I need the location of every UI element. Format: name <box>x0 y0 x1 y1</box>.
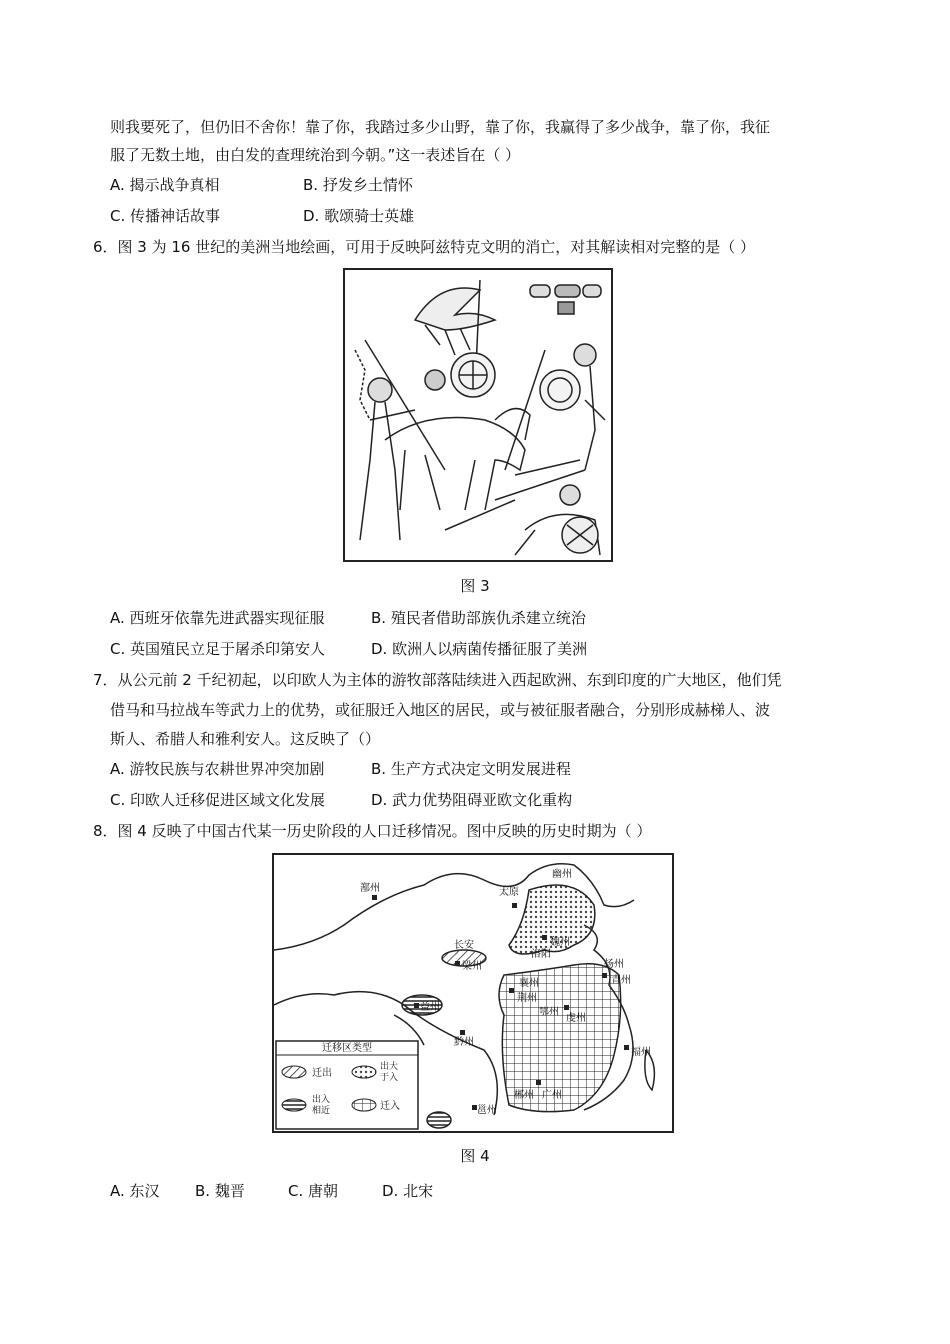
legend-balanced-2: 相近 <box>312 1106 331 1116</box>
q5-stem-line-2: 服了无数土地，由白发的查理统治到今朝。”这一表述旨在（ ） <box>110 146 521 164</box>
map-label-qianzhou: 黔州 <box>454 1037 474 1048</box>
q8-option-a[interactable]: A. 东汉 <box>110 1182 160 1200</box>
map-label-ezhou: 鄂州 <box>539 1007 559 1018</box>
legend-out-gt-in-2: 于入 <box>380 1073 399 1083</box>
q7-stem-line-2: 借马和马拉战车等武力上的优势，或征服迁入地区的居民，或与被征服者融合，分别形成赫梯人、波 <box>110 701 771 719</box>
map-label-weizhou: 魏州 <box>550 937 570 948</box>
map-label-lingzhou: 鄯州 <box>360 883 380 894</box>
map-label-taiyuan: 太原 <box>499 887 519 898</box>
map-label-guangzhou: 广州 <box>542 1090 562 1101</box>
q8-option-c[interactable]: C. 唐朝 <box>288 1182 339 1200</box>
figure-4-caption: 图 4 <box>460 1147 490 1165</box>
map-label-jingzhou: 荆州 <box>517 993 537 1004</box>
map-label-qianzhou2: 虔州 <box>566 1013 586 1024</box>
q8-option-b[interactable]: B. 魏晋 <box>195 1182 245 1200</box>
map-label-fuzhou: 福州 <box>631 1047 651 1058</box>
figure-4-migration-map <box>272 853 674 1133</box>
q5-option-c[interactable]: C. 传播神话故事 <box>110 207 221 225</box>
q5-stem-line-1: 则我要死了，但仍旧不舍你！靠了你，我踏过多少山野，靠了你，我赢得了多少战争，靠了你，我征 <box>110 118 771 136</box>
q7-option-b[interactable]: B. 生产方式决定文明发展进程 <box>371 760 571 778</box>
map-label-yongzhou: 邕州 <box>477 1105 497 1116</box>
map-label-liangzhou: 梁州 <box>462 961 482 972</box>
q6-stem: 6．图 3 为 16 世纪的美洲当地绘画，可用于反映阿兹特克文明的消亡，对其解读相对完整的是（ ） <box>93 238 756 256</box>
q7-option-a[interactable]: A. 游牧民族与农耕世界冲突加剧 <box>110 760 325 778</box>
figure-4-map-drawing <box>274 855 672 1131</box>
q6-option-b[interactable]: B. 殖民者借助部族仇杀建立统治 <box>371 609 586 627</box>
map-label-qingzhou: 青州 <box>611 975 631 986</box>
legend-title: 迁移区类型 <box>322 1043 372 1054</box>
q5-option-b[interactable]: B. 抒发乡土情怀 <box>303 176 413 194</box>
q7-stem-line-1: 7．从公元前 2 千纪初起，以印欧人为主体的游牧部落陆续进入西起欧洲、东到印度的广大地区，他们凭 <box>93 671 782 689</box>
q7-stem-line-3: 斯人、希腊人和雅利安人。这反映了（） <box>110 730 381 748</box>
figure-3-aztec-painting <box>343 268 613 562</box>
q7-option-c[interactable]: C. 印欧人迁移促进区域文化发展 <box>110 791 326 809</box>
legend-balanced-1: 出入 <box>312 1095 331 1105</box>
map-label-changan: 长安 <box>454 940 474 951</box>
q5-option-a[interactable]: A. 揭示战争真相 <box>110 176 220 194</box>
map-legend <box>276 1041 418 1129</box>
map-label-yizhou: 益州 <box>420 1002 440 1013</box>
q8-stem: 8．图 4 反映了中国古代某一历史阶段的人口迁移情况。图中反映的历史时期为（ ） <box>93 822 652 840</box>
q8-option-d[interactable]: D. 北宋 <box>382 1182 434 1200</box>
figure-3-drawing <box>345 270 611 560</box>
q6-option-c[interactable]: C. 英国殖民立足于屠杀印第安人 <box>110 640 326 658</box>
map-label-xiangzhou: 襄州 <box>519 978 539 989</box>
legend-out: 迁出 <box>312 1068 332 1079</box>
q6-option-a[interactable]: A. 西班牙依靠先进武器实现征服 <box>110 609 325 627</box>
q7-option-d[interactable]: D. 武力优势阻碍亚欧文化重构 <box>371 791 573 809</box>
legend-out-gt-in-1: 出大 <box>380 1062 399 1072</box>
q5-option-d[interactable]: D. 歌颂骑士英雄 <box>303 207 415 225</box>
map-label-youzhou: 幽州 <box>552 869 572 880</box>
q6-option-d[interactable]: D. 欧洲人以病菌传播征服了美洲 <box>371 640 588 658</box>
figure-3-caption: 图 3 <box>460 577 490 595</box>
legend-in: 迁入 <box>380 1101 400 1112</box>
map-label-luoyang: 洛阳 <box>531 949 551 960</box>
map-label-yangzhou: 扬州 <box>604 959 624 970</box>
map-label-chenzhou: 郴州 <box>514 1090 534 1101</box>
